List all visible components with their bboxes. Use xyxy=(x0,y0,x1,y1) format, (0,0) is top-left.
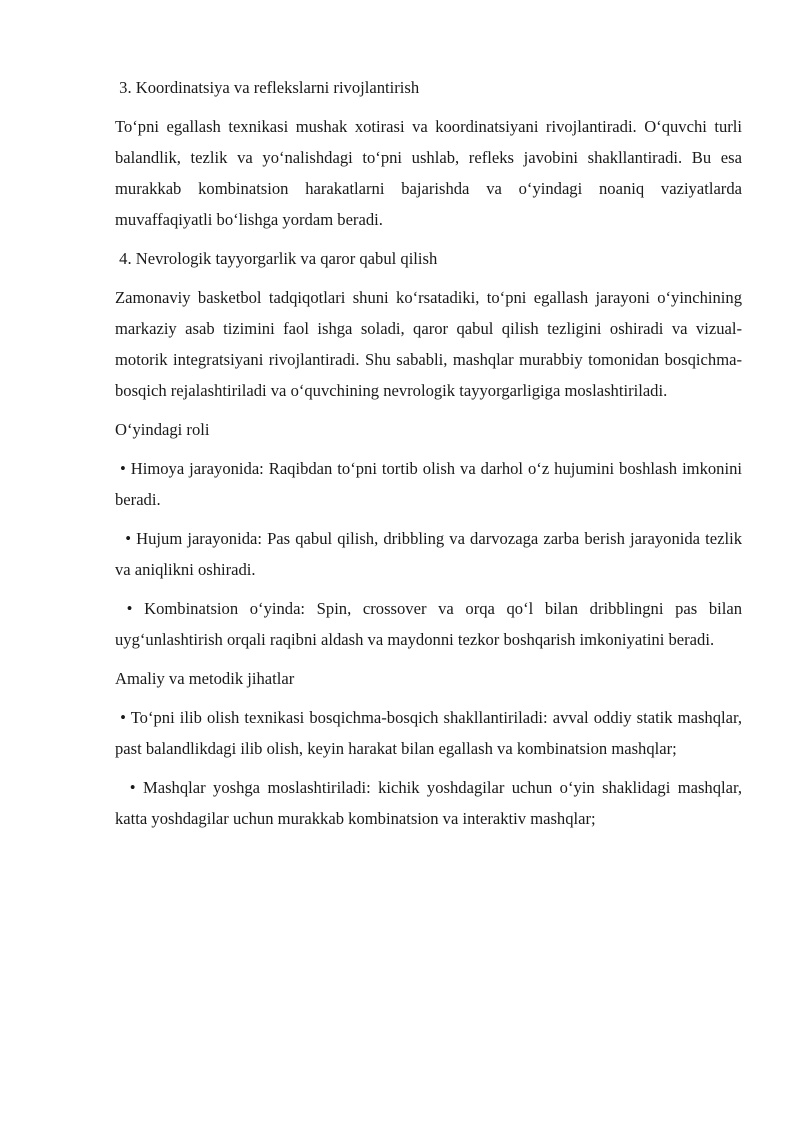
document-body xyxy=(115,72,747,842)
game-role-bullet-attack: • Hujum jarayonida: Pas qabul qilish, dribbling va darvozaga zarba berish jarayonida tezlik va aniqlikni oshiradi. xyxy=(115,529,747,579)
practical-bullet-age: • Mashqlar yoshga moslashtiriladi: kichik yoshdagilar uchun o‘yin shaklidagi mashqlar, katta yoshdagilar uchun murakkab kombinatsion va interaktiv mashqlar; xyxy=(115,778,747,828)
section-3-paragraph: To‘pni egallash texnikasi mushak xotirasi va koordinatsiyani rivojlantiradi. O‘quvchi turli balandlik, tezlik va yo‘nalishdagi to‘pni ushlab, refleks javobini shakllantiradi. Bu esa murakkab kombinatsion harakatlarni bajarishda va o‘yindagi noaniq vaziyatlarda muvaffaqiyatli bo‘lishga yordam beradi. xyxy=(115,117,742,229)
game-role-bullet-defense: • Himoya jarayonida: Raqibdan to‘pni tortib olish va darhol o‘z hujumini boshlash imkonini beradi. xyxy=(115,459,747,509)
practical-heading: Amaliy va metodik jihatlar xyxy=(115,669,295,688)
section-3-heading: 3. Koordinatsiya va reflekslarni rivojlantirish xyxy=(115,78,420,97)
section-4-paragraph: Zamonaviy basketbol tadqiqotlari shuni ko‘rsatadiki, to‘pni egallash jarayoni o‘yinchining markaziy asab tizimini faol ishga soladi, qaror qabul qilish tezligini oshiradi va vizual-motorik integratsiyani rivojlantiradi. Shu sababli, mashqlar murabbiy tomonidan bosqichma-bosqich rejalashtiriladi va o‘quvchining nevrologik tayyorgarligiga moslashtiriladi. xyxy=(115,288,742,400)
game-role-bullet-combination: • Kombinatsion o‘yinda: Spin, crossover va orqa qo‘l bilan dribblingni pas bilan uyg‘unlashtirish orqali raqibni aldash va maydonni tezkor boshqarish imkoniyatini beradi. xyxy=(115,599,747,649)
practical-bullet-technique: • To‘pni ilib olish texnikasi bosqichma-bosqich shakllantiriladi: avval oddiy statik mashqlar, past balandlikdagi ilib olish, keyin harakat bilan egallash va kombinatsion mashqlar; xyxy=(115,708,747,758)
game-role-heading: O‘yindagi roli xyxy=(115,420,210,439)
section-4-heading: 4. Nevrologik tayyorgarlik va qaror qabul qilish xyxy=(115,249,438,268)
